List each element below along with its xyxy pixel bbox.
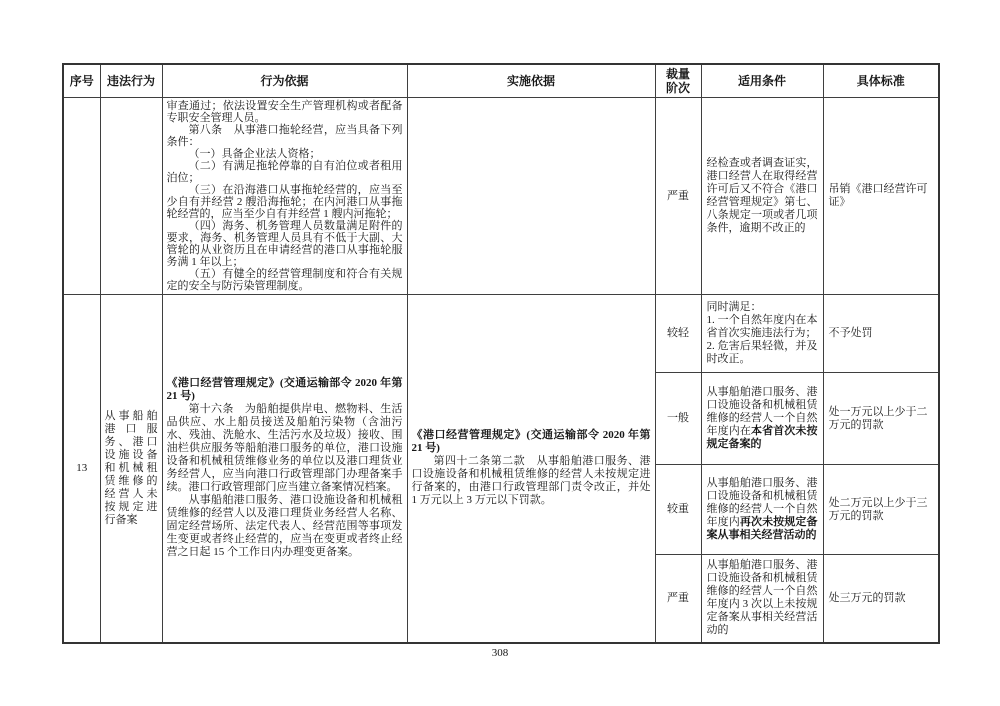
legal-text-paragraph: （二）有满足拖轮停靠的自有泊位或者租用泊位； [166, 160, 403, 184]
page-number: 308 [491, 647, 509, 659]
col-header-violation-label: 违法行为 [106, 74, 155, 88]
condition-text [707, 477, 818, 542]
condition-text-normal: 从事船舶港口服务、港口设施设备和机械租赁维修的经营人一个自然年度内在 [706, 386, 818, 437]
penalty-discretion-table [62, 63, 940, 644]
standard-text: 不予处罚 [828, 327, 873, 339]
cell-13-tier-2-standard [823, 465, 939, 555]
legal-text-paragraph: 第八条 从事港口拖轮经营，应当具备下列条件： [166, 124, 403, 148]
row-13-tier-minor [63, 295, 939, 373]
col-header-implementation-basis-label: 实施依据 [506, 74, 555, 88]
cell-13-tier-1-standard [823, 373, 939, 465]
cell-prev-standard [823, 98, 939, 295]
cell-13-tier-0-level: 较轻 [655, 295, 701, 373]
col-header-condition [701, 64, 823, 98]
legal-text-paragraph: 第四十二条第二款 从事船舶港口服务、港口设施设备和机械租赁维修的经营人未按规定进行备案的，由港口行政管理部门责令改正，并处 1 万元以上 3 万元以下罚款。 [411, 455, 651, 507]
condition-text-emphasis: 本省首次未按规定备案的 [706, 425, 818, 450]
standard-text: 吊销《港口经营许可证》 [828, 183, 928, 208]
col-header-behavior-basis [162, 64, 407, 98]
col-header-seq [63, 64, 100, 98]
legal-text-paragraph: 审查通过；依法设置安全生产管理机构或者配备专职安全管理人员。 [166, 100, 403, 124]
cell-prev-condition [701, 98, 823, 295]
legal-text-paragraph: （一）具备企业法人资格； [188, 148, 321, 160]
legal-text-paragraph: 从事船舶港口服务、港口设施设备和机械租赁维修的经营人以及港口理货业务经营人名称、固定经营场所、法定代表人、经营范围等事项发生变更或者终止经营的，应当在变更或者终止经营之日起 15 个工作日内办理变更备案。 [166, 494, 403, 559]
standard-text: 处二万元以上少于三万元的罚款 [828, 496, 928, 522]
cell-13-tier-2-level: 较重 [655, 465, 701, 555]
row-continued [63, 98, 939, 295]
col-header-violation [100, 64, 162, 98]
condition-line: 1. 一个自然年度内在本省首次实施违法行为； [706, 314, 818, 339]
cell-13-tier-3-standard [823, 555, 939, 643]
regulation-title: 《港口经营管理规定》(交通运输部令 2020 年第 21 号) [166, 377, 403, 403]
condition-line: 2. 危害后果轻微，并及时改正。 [706, 340, 818, 365]
col-header-seq-label: 序号 [69, 74, 94, 88]
cell-prev-violation [100, 98, 162, 295]
condition-text-normal: 从事船舶港口服务、港口设施设备和机械租赁维修的经营人一个自然年度内 3 次以上未按规定备案从事相关经营活动的 [706, 559, 818, 637]
legal-text-paragraph: 第十六条 为船舶提供岸电、燃物料、生活品供应、水上船员接送及船舶污染物（含油污水、残油、洗舱水、生活污水及垃圾）接收、围油栏供应服务等船舶港口服务的单位，港口设施设备和机械租赁维修业务的单位以及港口理货业务经营人，应当向港口行政管理部门办理备案手续。港口行政管理部门应当建立备案情况档案。 [166, 403, 403, 494]
condition-text-emphasis: 再次未按规定备案从事相关经营活动的 [706, 516, 818, 541]
regulation-title: 《港口经营管理规定》(交通运输部令 2020 年第 21 号) [411, 429, 651, 455]
cell-13-tier-0-standard [823, 295, 939, 373]
col-header-standard [823, 64, 939, 98]
cell-13-tier-2-condition [701, 465, 823, 555]
col-header-behavior-basis-label: 行为依据 [260, 74, 309, 88]
col-header-tier [655, 64, 701, 98]
cell-13-seq: 13 [63, 295, 100, 643]
standard-text: 处三万元的罚款 [828, 591, 906, 604]
violation-text: 从事船舶港口服务、港口设施设备和机械租赁维修的经营人未按规定进行备案 [104, 409, 158, 526]
cell-13-tier-0-condition [701, 295, 823, 373]
col-header-condition-label: 适用条件 [737, 74, 786, 88]
cell-prev-implementation-basis [407, 98, 655, 295]
cell-13-implementation-basis [407, 295, 655, 643]
cell-13-tier-1-level: 一般 [655, 373, 701, 465]
condition-text [707, 386, 818, 451]
cell-13-tier-3-level: 严重 [655, 555, 701, 643]
cell-13-violation [100, 295, 162, 643]
condition-line: 同时满足： [706, 301, 762, 313]
cell-prev-tier-level: 严重 [655, 98, 701, 295]
col-header-tier-label: 裁量阶次 [665, 67, 690, 95]
standard-text: 处一万元以上少于二万元的罚款 [828, 405, 928, 431]
cell-prev-behavior-basis [162, 98, 407, 295]
condition-text: 经检查或者调查证实，港口经营人在取得经营许可后又不符合《港口经营管理规定》第七、八条规定一项或者几项条件，逾期不改正的 [706, 157, 818, 234]
cell-13-behavior-basis [162, 295, 407, 643]
condition-text [707, 559, 818, 637]
col-header-standard-label: 具体标准 [856, 74, 905, 88]
legal-text-paragraph: （四）海务、机务管理人员数量满足附件的要求，海务、机务管理人员具有不低于大副、大管轮的从业资历且在申请经营的港口从事拖轮服务满 1 年以上； [166, 220, 403, 268]
legal-text-paragraph: （三）在沿海港口从事拖轮经营的，应当至少自有并经营 2 艘沿海拖轮；在内河港口从事拖轮经营的，应当至少自有并经营 1 艘内河拖轮； [166, 184, 403, 220]
cell-prev-seq [63, 98, 100, 295]
cell-13-tier-3-condition [701, 555, 823, 643]
table-header-row [63, 64, 939, 98]
cell-13-tier-1-condition [701, 373, 823, 465]
legal-text-paragraph: （五）有健全的经营管理制度和符合有关规定的安全与防污染管理制度。 [166, 268, 403, 292]
col-header-implementation-basis [407, 64, 655, 98]
condition-text-normal: 从事船舶港口服务、港口设施设备和机械租赁维修的经营人一个自然年度内 [706, 477, 818, 528]
